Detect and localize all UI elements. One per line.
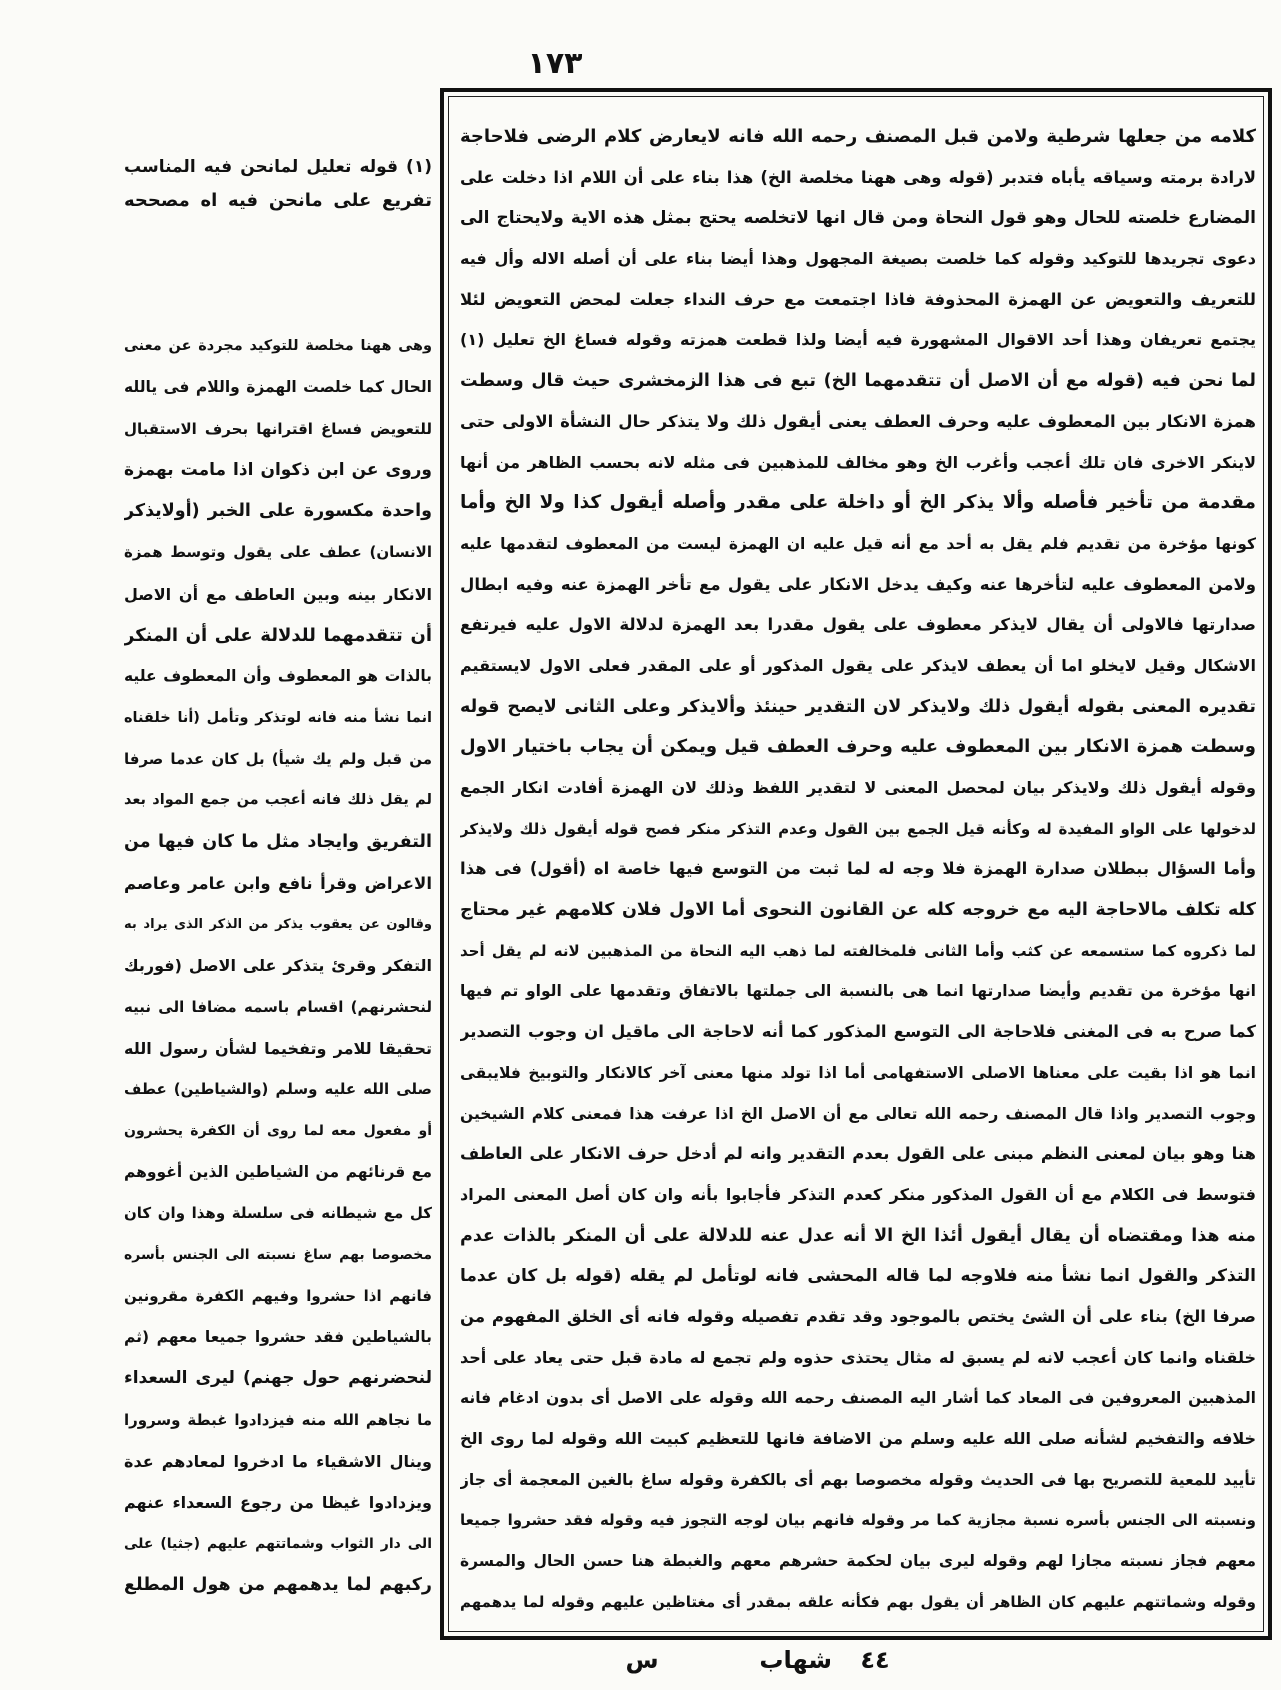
- main-text-line: همزة الانكار بين المعطوف عليه وحرف العطف يعنى أيقول ذلك ولا يتذكر حال النشأة الاولى حتى: [460, 411, 1256, 431]
- main-text-line: انها مؤخرة من تقديم وأيضا صدارتها انما هى بالنسبة الى جملتها بالاتفاق وتقدمها على الواو تم فيها: [460, 982, 1256, 1001]
- margin-text-line: لنحشرنهم) اقسام باسمه مضافا الى نبيه: [124, 997, 432, 1016]
- main-text-line: كما صرح به فى المغنى فلاحاجة الى التوسع المذكور كما أنه لاحاجة الى ماقيل ان وجوب التصدير: [460, 1022, 1256, 1042]
- main-text-line: خلقناه وانما كان أعجب لانه لم يسبق له مثال يحتذى حذوه ولم تجمع له مادة قبل حتى يعاد على أحد: [460, 1347, 1256, 1367]
- main-commentary-text: [460, 117, 1256, 1622]
- margin-text-line: ما نجاهم الله منه فيزدادوا غبطة وسرورا: [124, 1410, 432, 1429]
- margin-commentary-text: [124, 326, 432, 1606]
- margin-text-line: وروى عن ابن ذكوان اذا مامت بهمزة: [124, 459, 432, 480]
- margin-text-line: وقالون عن يعقوب يذكر من الذكر الذى يراد به: [124, 917, 432, 933]
- margin-text-line: وينال الاشقياء ما ادخروا لمعادهم عدة: [124, 1452, 432, 1472]
- margin-text-line: للتعويض فساغ اقترانها بحرف الاستقبال: [124, 419, 432, 438]
- margin-text-line: أن تتقدمهما للدلالة على أن المنكر: [124, 625, 432, 647]
- main-text-line: ولامن المعطوف عليه لتأخرها عنه وكيف يدخل الانكار على يقول مع تأخر الهمزة عنه وفيه ابطال: [460, 574, 1256, 594]
- main-text-line: تأييد للمعية للتصريح بها فى الحديث وقوله مخصوصا بهم أى بالكفرة وقوله ساغ بالغين المعجمة أى جاز: [460, 1470, 1256, 1489]
- margin-text-line: واحدة مكسورة على الخبر (أولايذكر: [124, 501, 432, 522]
- margin-footnote: [124, 150, 432, 218]
- main-text-line: انما هو اذا بقيت على معناها الاصلى الاستفهامى أما اذا تولد منها معنى آخر كالانكار والتوبيخ فلايبقى: [460, 1063, 1256, 1082]
- margin-text-line: وهى ههنا مخلصة للتوكيد مجردة عن معنى: [124, 338, 432, 354]
- main-text-line: لاينكر الاخرى فان تلك أعجب وأغرب الخ وهو مخالف للمذهبين فى مثله لانه بحسب الظاهر من أنها: [460, 452, 1256, 472]
- margin-text-line: بالذات هو المعطوف وأن المعطوف عليه: [124, 667, 432, 686]
- main-text-line: وقوله وشماتتهم عليهم كان الظاهر أن يقول بهم فكأنه علقه بمقدر أى مغتاظين عليهم وقوله لما يدهمهم: [460, 1592, 1256, 1611]
- main-text-line: منه هذا ومقتضاه أن يقال أيقول أئذا الخ الا أنه عدل عنه للدلالة على أن المنكر بالذات عدم: [460, 1225, 1256, 1246]
- signature-label: شهاب: [759, 1646, 832, 1674]
- main-text-line: وأما السؤال ببطلان صدارة الهمزة فلا وجه له لما ثبت من التوسع فيها خاصة اه (أقول) فى هذا: [460, 859, 1256, 879]
- signature-letter: س: [625, 1646, 659, 1674]
- margin-text-line: مع قرنائهم من الشياطين الذين أغووهم: [124, 1162, 432, 1181]
- footnote-line: (١) قوله تعليل لمانحن فيه المناسب: [124, 157, 432, 177]
- margin-text-line: فانهم اذا حشروا وفيهم الكفرة مقرونين: [124, 1286, 432, 1305]
- margin-text-line: ويزدادوا غيظا من رجوع السعداء عنهم: [124, 1493, 432, 1513]
- main-text-line: صرفا الخ) بناء على أن الشئ يختص بالموجود وقد تقدم تفصيله وقوله فانه أى الخلق المفهوم من: [460, 1306, 1256, 1326]
- main-text-line: المذهبين المعروفين فى المعاد كما أشار اليه المصنف رحمه الله وقوله على الاصل أى بدون ادغام فانه: [460, 1389, 1256, 1408]
- main-text-line: كله تكلف مالاحاجة اليه مع خروجه كله عن القانون النحوى أما الاول فلان كلامهم غير محتاج: [460, 900, 1256, 921]
- main-text-line: دعوى تجريدها للتوكيد وقوله كما خلصت بصيغة المجهول وهذا أيضا بناء على أن أصله الاله وأل فيه: [460, 249, 1256, 269]
- main-text-line: لما نحن فيه (قوله مع أن الاصل أن تتقدمهما الخ) تبع فى هذا الزمخشرى حيث قال وسطت: [460, 371, 1256, 392]
- margin-text-line: التفكر وقرئ يتذكر على الاصل (فوربك: [124, 956, 432, 976]
- margin-text-line: صلى الله عليه وسلم (والشياطين) عطف: [124, 1080, 432, 1099]
- main-text-line: هنا وهو بيان لمعنى النظم مبنى على القول بعدم التقدير وانه لم أدخل حرف الانكار على العاطف: [460, 1144, 1256, 1164]
- main-text-line: خلافه والتفخيم لشأنه صلى الله عليه وسلم من الاضافة فانها للتعظيم كبيت الله وقوله لما روى الخ: [460, 1429, 1256, 1448]
- margin-text-line: التفريق وايجاد مثل ما كان فيها من: [124, 831, 432, 852]
- main-text-line: فتوسط فى الكلام مع أن القول المذكور منكر كعدم التذكر فأجابوا بأنه وان كان أصل المعنى المراد: [460, 1184, 1256, 1204]
- margin-text-line: الاعراض وقرأ نافع وابن عامر وعاصم: [124, 873, 432, 893]
- main-text-line: وجوب التصدير واذا قال المصنف رحمه الله تعالى مع أن الاصل الخ اذا عرفت هذا فمعنى كلام الشيخين: [460, 1104, 1256, 1123]
- main-text-line: المضارع خلصته للحال وهو قول النحاة ومن قال انها لاتخلصه يحتج بمثل هذه الاية ولايحتاج الى: [460, 208, 1256, 229]
- main-text-line: تقديره المعنى بقوله أيقول ذلك ولايذكر لان التقدير حينئذ وألايذكر وعلى الثانى لايصح قوله: [460, 696, 1256, 717]
- main-text-line: كلامه من جعلها شرطية ولامن قبل المصنف رحمه الله فانه لايعارض كلام الرضى فلاحاجة: [460, 126, 1256, 147]
- margin-text-line: الانكار بينه وبين العاطف مع أن الاصل: [124, 584, 432, 604]
- margin-text-line: تحقيقا للامر وتفخيما لشأن رسول الله: [124, 1039, 432, 1059]
- margin-text-line: بالشياطين فقد حشروا جميعا معهم (ثم: [124, 1328, 432, 1347]
- main-text-line: معهم فجاز نسبته مجازا لهم وقوله ليرى بيان لحكمة حشرهم معهم والغبطة هنا حسن الحال والمسرة: [460, 1552, 1256, 1571]
- sheet-number: ٤٤: [860, 1646, 890, 1674]
- margin-text-line: لم يقل ذلك فانه أعجب من جمع المواد بعد: [124, 792, 432, 809]
- page-number: ١٧٣: [527, 46, 583, 81]
- margin-text-line: انما نشأ منه فانه لوتذكر وتأمل (أنا خلقناه: [124, 709, 432, 726]
- main-text-line: وسطت همزة الانكار بين المعطوف عليه وحرف العطف قيل ويمكن أن يجاب باختيار الاول: [460, 736, 1256, 758]
- margin-text-line: لنحضرنهم حول جهنم) ليرى السعداء: [124, 1368, 432, 1389]
- margin-text-line: من قبل ولم يك شيأ) بل كان عدما صرفا: [124, 749, 432, 768]
- footnote-line: تفريع على مانحن فيه اه مصححه: [124, 190, 432, 211]
- margin-text-line: الحال كما خلصت الهمزة واللام فى يالله: [124, 378, 432, 397]
- margin-text-line: ركبهم لما يدهمهم من هول المطلع: [124, 1574, 432, 1595]
- margin-text-line: كل مع شيطانه فى سلسلة وهذا وان كان: [124, 1204, 432, 1223]
- main-text-line: لما ذكروه كما ستسمعه عن كثب وأما الثانى فلمخالفته لما ذهب اليه النحاة من المذهبين لانه لم يقل أحد: [460, 941, 1256, 960]
- main-text-line: لدخولها على الواو المفيدة له وكأنه قيل الجمع بين القول وعدم التذكر منكر فصح قوله أيقول ذلك ولايذكر: [460, 819, 1256, 838]
- margin-text-line: الانسان) عطف على يقول وتوسط همزة: [124, 543, 432, 562]
- main-text-line: التذكر والقول انما نشأ منه فلاوجه لما قاله المحشى فانه لوتأمل لم يقله (قوله بل كان عدما: [460, 1266, 1256, 1287]
- main-text-line: الاشكال وقيل لايخلو اما أن يعطف لايذكر على يقول المذكور أو على المقدر فعلى الاول لايستقيم: [460, 655, 1256, 675]
- main-text-line: كونها مؤخرة من تقديم فلم يقل به أحد مع أنه قيل عليه ان الهمزة ليست من المعطوف لتقدمها عليه: [460, 534, 1256, 553]
- main-text-line: يجتمع تعريفان وهذا أحد الاقوال المشهورة فيه أيضا ولذا قطعت همزته وقوله فساغ الخ تعليل (١): [460, 330, 1256, 350]
- main-text-line: صدارتها فالاولى أن يقال لايذكر معطوف على يقول مقدرا بعد الهمزة لدلالة الاول عليه فيرتفع: [460, 615, 1256, 635]
- main-text-line: للتعريف والتعويض عن الهمزة المحذوفة فاذا اجتمعت مع حرف النداء جعلت لمحض التعويض لئلا: [460, 289, 1256, 309]
- margin-text-line: أو مفعول معه لما روى أن الكفرة يحشرون: [124, 1122, 432, 1139]
- margin-text-line: الى دار الثواب وشماتتهم عليهم (جثيا) على: [124, 1535, 432, 1552]
- main-text-line: وقوله أيقول ذلك ولايذكر بيان لمحصل المعنى لا لتقدير اللفظ وذلك لان الهمزة أفادت انكار الجمع: [460, 778, 1256, 797]
- margin-text-line: مخصوصا بهم ساغ نسبته الى الجنس بأسره: [124, 1246, 432, 1263]
- main-text-line: ونسبته الى الجنس بأسره نسبة مجازية كما مر وقوله فانهم بيان لوجه التجوز فيه وقوله فقد حشروا جميعا: [460, 1511, 1256, 1530]
- main-text-line: مقدمة من تأخير فأصله وألا يذكر الخ أو داخلة على مقدر وأصله أيقول كذا ولا الخ وأما: [460, 492, 1256, 514]
- main-text-line: لارادة برمته وسياقه يأباه فتدبر (قوله وهى ههنا مخلصة الخ) هذا بناء على أن اللام اذا دخلت على: [460, 167, 1256, 187]
